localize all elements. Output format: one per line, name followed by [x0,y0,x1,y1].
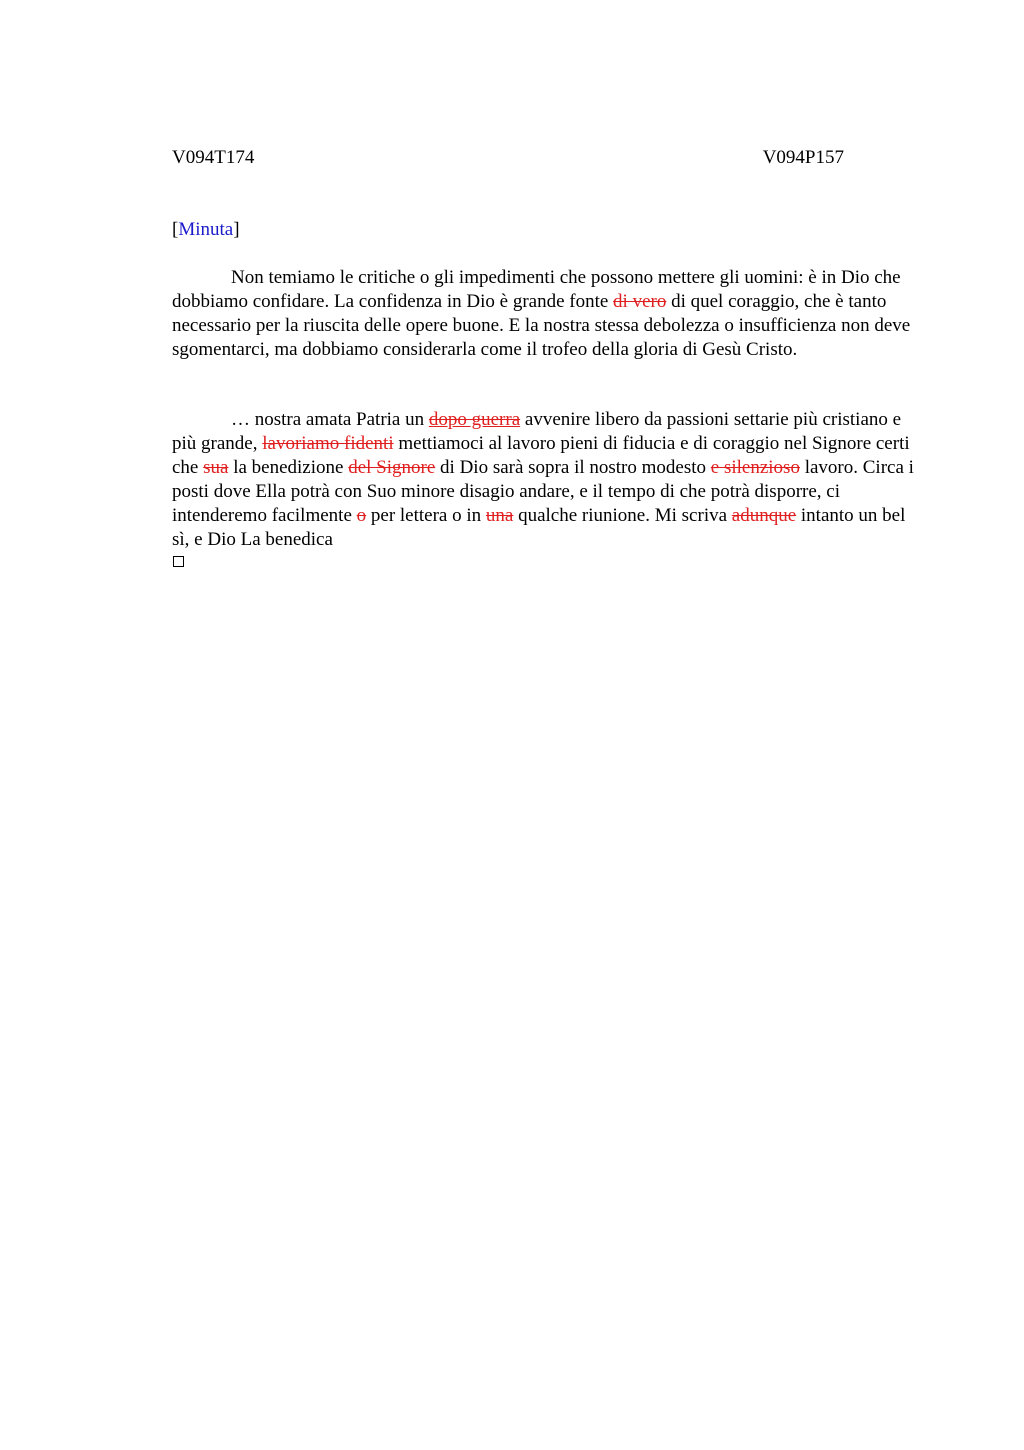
deleted-text: adunque [731,504,797,526]
paragraph-2 [172,408,924,551]
paragraph-2-text: mettiamoci al lavoro pieni di fiducia e di coraggio nel Signore certi che [172,432,910,478]
paragraph-2-text: avvenire libero da passioni settarie più cristiano e più grande, [172,409,902,454]
deleted-text: sua [203,456,229,478]
paragraph-2-text: … nostra amata Patria un [231,409,429,430]
deleted-text: lavoriamo fidenti [262,432,394,454]
deleted-text: del Signore [348,456,436,478]
document-header [172,146,844,170]
tag-word: Minuta [178,219,234,240]
tag-open-bracket: [ [172,219,179,240]
document-code-left: V094T174 [172,147,255,168]
paragraph-2-text: la benedizione [228,456,349,478]
deleted-text: o [356,504,367,526]
paragraph-2-text: di Dio sarà sopra il nostro modesto [435,456,711,478]
deleted-text: una [485,504,514,526]
paragraph-2-text: lavoro. Circa i posti dove Ella potrà con Suo minore disagio andare, e il tempo di che potrà disporre, ci intenderemo facilmente [172,456,914,526]
deleted-text: di vero [613,290,667,312]
paragraph-2-text: intanto un bel sì, e Dio La benedica [172,504,906,550]
deleted-underlined-text: dopo guerra [428,409,521,430]
paragraph-2-text: qualche riunione. Mi scriva [513,504,732,526]
deleted-text: e silenzioso [710,456,800,478]
paragraph-1 [172,266,924,362]
document-code-right: V094P157 [762,147,844,168]
minuta-tag [172,218,240,242]
empty-square-icon [173,556,184,567]
tag-close-bracket: ] [233,219,240,240]
paragraph-1-text: di quel coraggio, che è tanto necessario per la riuscita delle opere buone. E la nostra stessa debolezza o insufficienza non deve sgomentarci, ma dobbiamo considerarla come il trofeo della gloria di Gesù Cristo. [172,290,911,360]
paragraph-1-text: Non temiamo le critiche o gli impedimenti che possono mettere gli uomini: è in Dio che dobbiamo confidare. La confidenza in Dio è grande fonte [172,267,901,312]
paragraph-2-text: per lettera o in [366,504,486,526]
